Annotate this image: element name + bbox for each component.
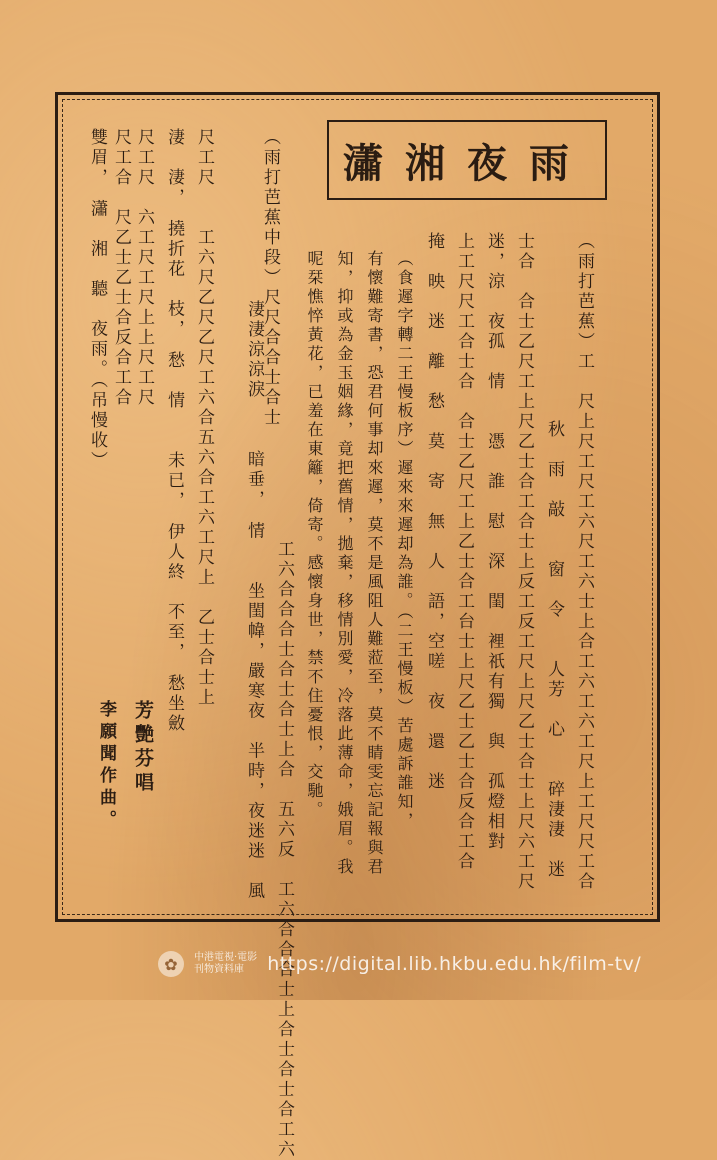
lyric-column-11: 工六合合合士合士合士上合 五六反 工六合合合士上合士合士合工六 [274, 540, 294, 1160]
lyric-column-7: （食遲字轉二王慢板序）遲來來遲却為誰。（二王慢板）苦處訴誰知， [395, 250, 414, 831]
lyric-column-10: 呢栞憔悴黃花，已羞在東籬，倚寄。感懷身世，禁不住憂恨，交馳。 [305, 250, 324, 820]
library-logo-icon: ✿ [158, 951, 184, 977]
song-title: 瀟湘夜雨 [327, 120, 607, 200]
lyric-column-5: 上工尺尺工合士合 合士乙尺工上乙士合工台士上尺乙士乙士合反合工合 [454, 232, 474, 872]
lyric-column-4: 迷，涼 夜孤 情 憑 誰 慰 深 閨 裡祇有獨 與 孤燈相對 [484, 232, 504, 852]
watermark-url[interactable]: https://digital.lib.hkbu.edu.hk/film-tv/ [267, 953, 642, 975]
singer-credit: 芳艷芬唱 [132, 700, 154, 796]
lyric-column-1: （雨打芭蕉）工 尺上尺工尺工六尺工六士上合工六工六工尺上工尺尺工合 [574, 232, 594, 892]
watermark [158, 946, 641, 982]
composer-credit: 李願聞作曲。 [96, 700, 116, 832]
lyric-column-19: 雙眉， 瀟 湘 聽 夜雨。（吊慢收） [87, 128, 107, 471]
lyric-column-6: 掩 映 迷 離 愁 莫 寄 無 人 語，空嗟 夜 還 迷 [424, 232, 444, 792]
lyric-column-12: 暗垂， 情 坐閨幃，嚴寒夜 半時，夜迷迷 風 [244, 450, 264, 902]
watermark-org-line2: 刊物資料庫 [194, 964, 244, 975]
watermark-org [194, 952, 257, 976]
watermark-org-line1: 中港電視‧電影 [194, 952, 258, 963]
lyric-column-2: 秋 雨 敲 窗 令 人芳 心 碎淒淒 迷 [544, 420, 564, 880]
lyric-column-13: 淒淒涼涼淚 [244, 300, 264, 400]
lyric-column-14: （雨打芭蕉中段）尺尺合合士合士 [260, 128, 280, 428]
lyric-column-3: 士合 合士乙尺工上尺乙士合工合士上反工反工尺上尺乙士合士上尺六工尺 [514, 232, 534, 892]
lyric-column-9: 知，抑或為金玉姻緣，竟把舊情，拋棄，移情別愛，冷落此薄命，娥眉。我 [335, 250, 354, 877]
lyric-column-16: 淒 淒， 撓折花 枝， 愁 情 未已， 伊人終 不至， 愁坐斂 [164, 128, 184, 734]
lyric-column-15: 尺工尺 工六尺乙尺乙尺工六合五六合工六工尺上 乙士合士上 [194, 128, 214, 708]
lyric-column-17: 尺工尺 六工尺工尺上上尺工尺 [134, 128, 154, 408]
lyric-column-8: 有懷難寄書，恐君何事却來遲，莫不是風阻人難蒞至，莫不睛雯忘記報與君 [365, 250, 384, 877]
lyric-column-18: 尺工合 尺乙士乙士合反合工合 [111, 128, 131, 408]
